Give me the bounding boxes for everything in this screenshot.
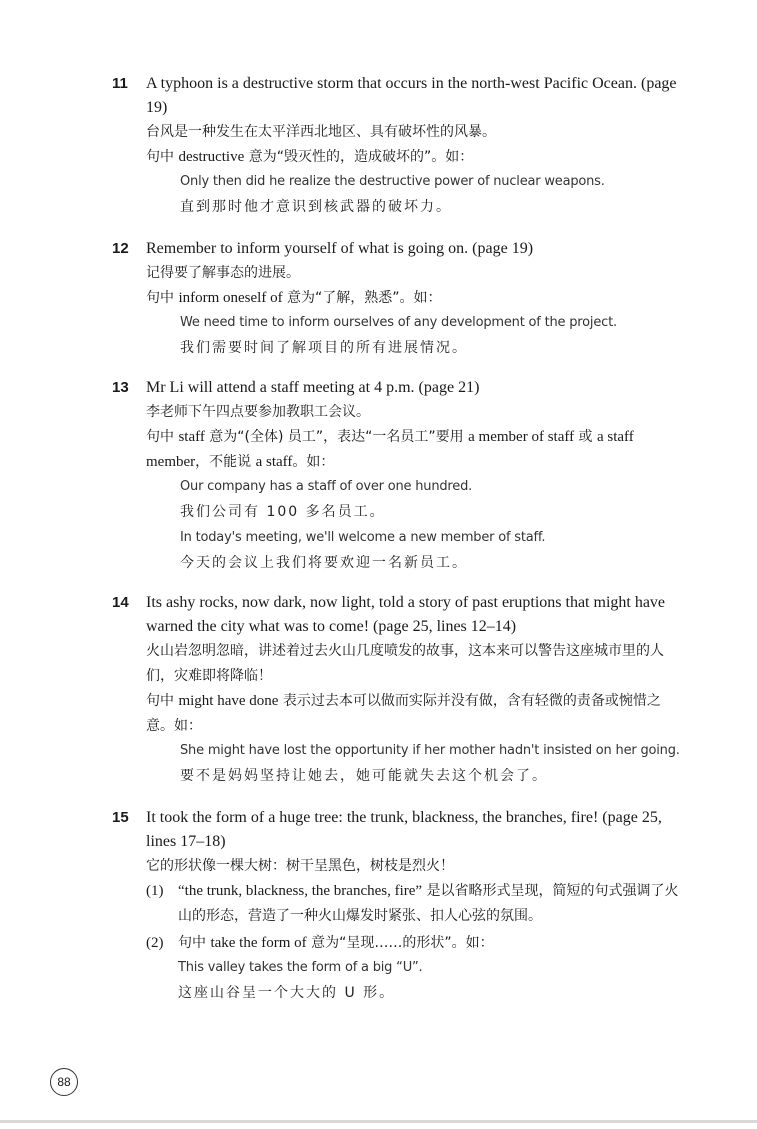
example-zh: 要不是妈妈坚持让她去，她可能就失去这个机会了。 [180,768,548,784]
item-quote: “the trunk, blackness, the branches, fire” [178,883,423,899]
example-en: She might have lost the opportunity if her mother hadn't insisted on her going. [180,743,680,758]
entry-13 [112,376,682,577]
entry-number: 15 [112,809,129,826]
entry-number: 12 [112,240,129,257]
entry-translation: 记得要了解事态的进展。 [146,265,300,281]
entry-note: 句中 inform oneself of 意为“了解，熟悉”。如： [146,290,442,306]
example-block [178,956,682,1007]
bottom-rule [0,1120,757,1123]
entry-sentence: Mr Li will attend a staff meeting at 4 p.m. (page 21) [146,379,480,396]
entry-11 [112,72,682,221]
entry-12 [112,237,682,362]
entry-note: 句中 staff 意为“(全体) 员工”，表达“一名员工”要用 a member of staff 或 a staff [146,429,634,445]
entry-14 [112,591,682,790]
entry-sentence: Remember to inform yourself of what is going on. (page 19) [146,240,534,257]
example-zh: 这座山谷呈一个大大的 U 形。 [178,985,396,1001]
item-marker: (2) [146,935,164,951]
entry-translation: 李老师下午四点要参加教职工会议。 [146,404,370,420]
entry-sentence: It took the form of a huge tree: the trunk, blackness, the branches, fire! (page 25, lines 17–18) [146,809,662,850]
entry-translation: 台风是一种发生在太平洋西北地区、具有破坏性的风暴。 [146,124,496,140]
entry-note: 句中 destructive 意为“毁灭性的，造成破坏的”。如： [146,149,474,165]
entry-number: 13 [112,379,129,396]
example-block [180,311,682,362]
note-item-2: (2) 句中 take the form of 意为“呈现……的形状”。如： This valley takes the form of a big “U”. 这座山谷呈一个大大的 U 形。 [146,931,682,1007]
example-zh: 我们公司有 100 多名员工。 [180,504,386,520]
entry-number: 11 [112,75,128,92]
example-en: We need time to inform ourselves of any development of the project. [180,315,617,330]
note-term: a member of staff [468,429,575,445]
entry-translation: 火山岩忽明忽暗，讲述着过去火山几度喷发的故事，这本来可以警告这座城市里的人们，灾难即将降临！ [146,643,664,684]
example-en: Our company has a staff of over one hundred. [180,479,473,494]
note-term: inform oneself of [178,290,283,306]
example-zh: 今天的会议上我们将要欢迎一名新员工。 [180,555,468,571]
entry-15 [112,806,682,1007]
entry-note-continued: member，不能说 a staff。如： [146,454,335,470]
example-en: In today's meeting, we'll welcome a new member of staff. [180,530,546,545]
note-term: a staff [596,429,634,445]
entry-number: 14 [112,594,129,611]
example-block [180,739,682,790]
entry-sentence: A typhoon is a destructive storm that occurs in the north-west Pacific Ocean. (page 19) [146,75,677,116]
note-term: member [146,454,196,470]
note-term: destructive [178,149,245,165]
entry-note: 句中 might have done 表示过去本可以做而实际并没有做，含有轻微的责备或惋惜之意。如： [146,693,661,734]
example-en: This valley takes the form of a big “U”. [178,960,423,975]
entry-translation: 它的形状像一棵大树：树干呈黑色，树枝是烈火！ [146,858,454,874]
example-zh: 直到那时他才意识到核武器的破坏力。 [180,199,452,215]
note-item-1: (1) “the trunk, blackness, the branches, fire” 是以省略形式呈现，简短的句式强调了火山的形态，营造了一种火山爆发时紧张、扣人心弦的氛围。 [146,879,682,929]
item-marker: (1) [146,883,164,899]
page-number: 88 [50,1068,78,1096]
note-term: take the form of [210,935,307,951]
entry-sentence: Its ashy rocks, now dark, now light, told a story of past eruptions that might have warned the city what was to come! (page 25, lines 12–14) [146,594,666,635]
note-term: staff [178,429,205,445]
example-zh: 我们需要时间了解项目的所有进展情况。 [180,340,468,356]
example-en: Only then did he realize the destructive power of nuclear weapons. [180,174,605,189]
example-block [180,475,682,577]
note-term: a staff [255,454,293,470]
example-block [180,170,682,221]
note-term: might have done [178,693,279,709]
